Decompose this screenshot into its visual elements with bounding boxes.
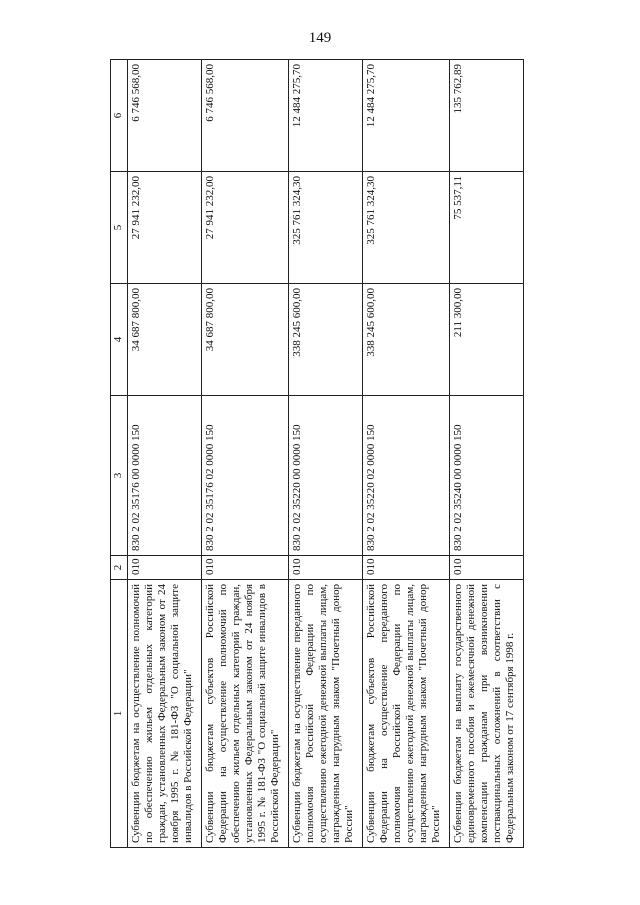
row-value-4: 34 687 800,00	[201, 284, 288, 396]
row-value-4: 338 245 600,00	[289, 284, 363, 396]
row-code-b: 830 2 02 35176 00 0000 150	[128, 396, 202, 556]
row-value-4: 211 300,00	[450, 284, 524, 396]
table-row	[450, 60, 524, 848]
table-row	[128, 60, 202, 848]
row-code-a: 010	[128, 556, 202, 580]
row-value-6: 6 746 568,00	[128, 60, 202, 172]
row-description: Субвенции бюджетам субъектов Российской Федерации на осуществление переданного полномочия Российской Федерации по осуществлению ежегодной денежной выплаты лицам, награжденным нагрудным знаком "Почетный донор России"	[362, 580, 449, 848]
row-value-6: 135 762,89	[450, 60, 524, 172]
row-code-a: 010	[450, 556, 524, 580]
row-code-a: 010	[201, 556, 288, 580]
budget-table	[110, 59, 524, 848]
row-code-b: 830 2 02 35220 00 0000 150	[289, 396, 363, 556]
row-description: Субвенции бюджетам на осуществление полномочий по обеспечению жильем отдельных категорий граждан, установленных Федеральным законом от 24 ноября 1995 г. № 181-ФЗ "О социальной защите инвалидов в Российской Федерации"	[128, 580, 202, 848]
row-value-4: 34 687 800,00	[128, 284, 202, 396]
row-code-a: 010	[362, 556, 449, 580]
row-value-4: 338 245 600,00	[362, 284, 449, 396]
row-value-5: 325 761 324,30	[362, 172, 449, 284]
rotated-table-container	[110, 60, 524, 848]
row-code-a: 010	[289, 556, 363, 580]
row-description: Субвенции бюджетам на осуществление переданного полномочия Российской Федерации по осуществлению ежегодной денежной выплаты лицам, награжденным нагрудным знаком "Почетный донор России"	[289, 580, 363, 848]
header-row	[111, 60, 128, 848]
row-value-5: 27 941 232,00	[201, 172, 288, 284]
row-value-6: 12 484 275,70	[289, 60, 363, 172]
column-header: 3	[111, 396, 128, 556]
row-value-5: 75 537,11	[450, 172, 524, 284]
column-header: 5	[111, 172, 128, 284]
row-code-b: 830 2 02 35240 00 0000 150	[450, 396, 524, 556]
table-row	[289, 60, 363, 848]
row-description: Субвенции бюджетам на выплату государственного единовременного пособия и ежемесячной денежной компенсации гражданам при возникновении поствакцинальных осложнений в соответствии с Федеральным законом от 17 сентября 1998 г.	[450, 580, 524, 848]
row-code-b: 830 2 02 35176 02 0000 150	[201, 396, 288, 556]
row-code-b: 830 2 02 35220 02 0000 150	[362, 396, 449, 556]
table-row	[362, 60, 449, 848]
column-header: 2	[111, 556, 128, 580]
column-header: 4	[111, 284, 128, 396]
row-value-5: 325 761 324,30	[289, 172, 363, 284]
row-description: Субвенции бюджетам субъектов Российской Федерации на осуществление полномочий по обеспечению жильем отдельных категорий граждан, установленных Федеральным законом от 24 ноября 1995 г. № 181-ФЗ "О социальной защите инвалидов в Российской Федерации"	[201, 580, 288, 848]
page-number: 149	[308, 30, 332, 46]
column-header: 1	[111, 580, 128, 848]
row-value-6: 6 746 568,00	[201, 60, 288, 172]
row-value-5: 27 941 232,00	[128, 172, 202, 284]
row-value-6: 12 484 275,70	[362, 60, 449, 172]
table-row	[201, 60, 288, 848]
column-header: 6	[111, 60, 128, 172]
